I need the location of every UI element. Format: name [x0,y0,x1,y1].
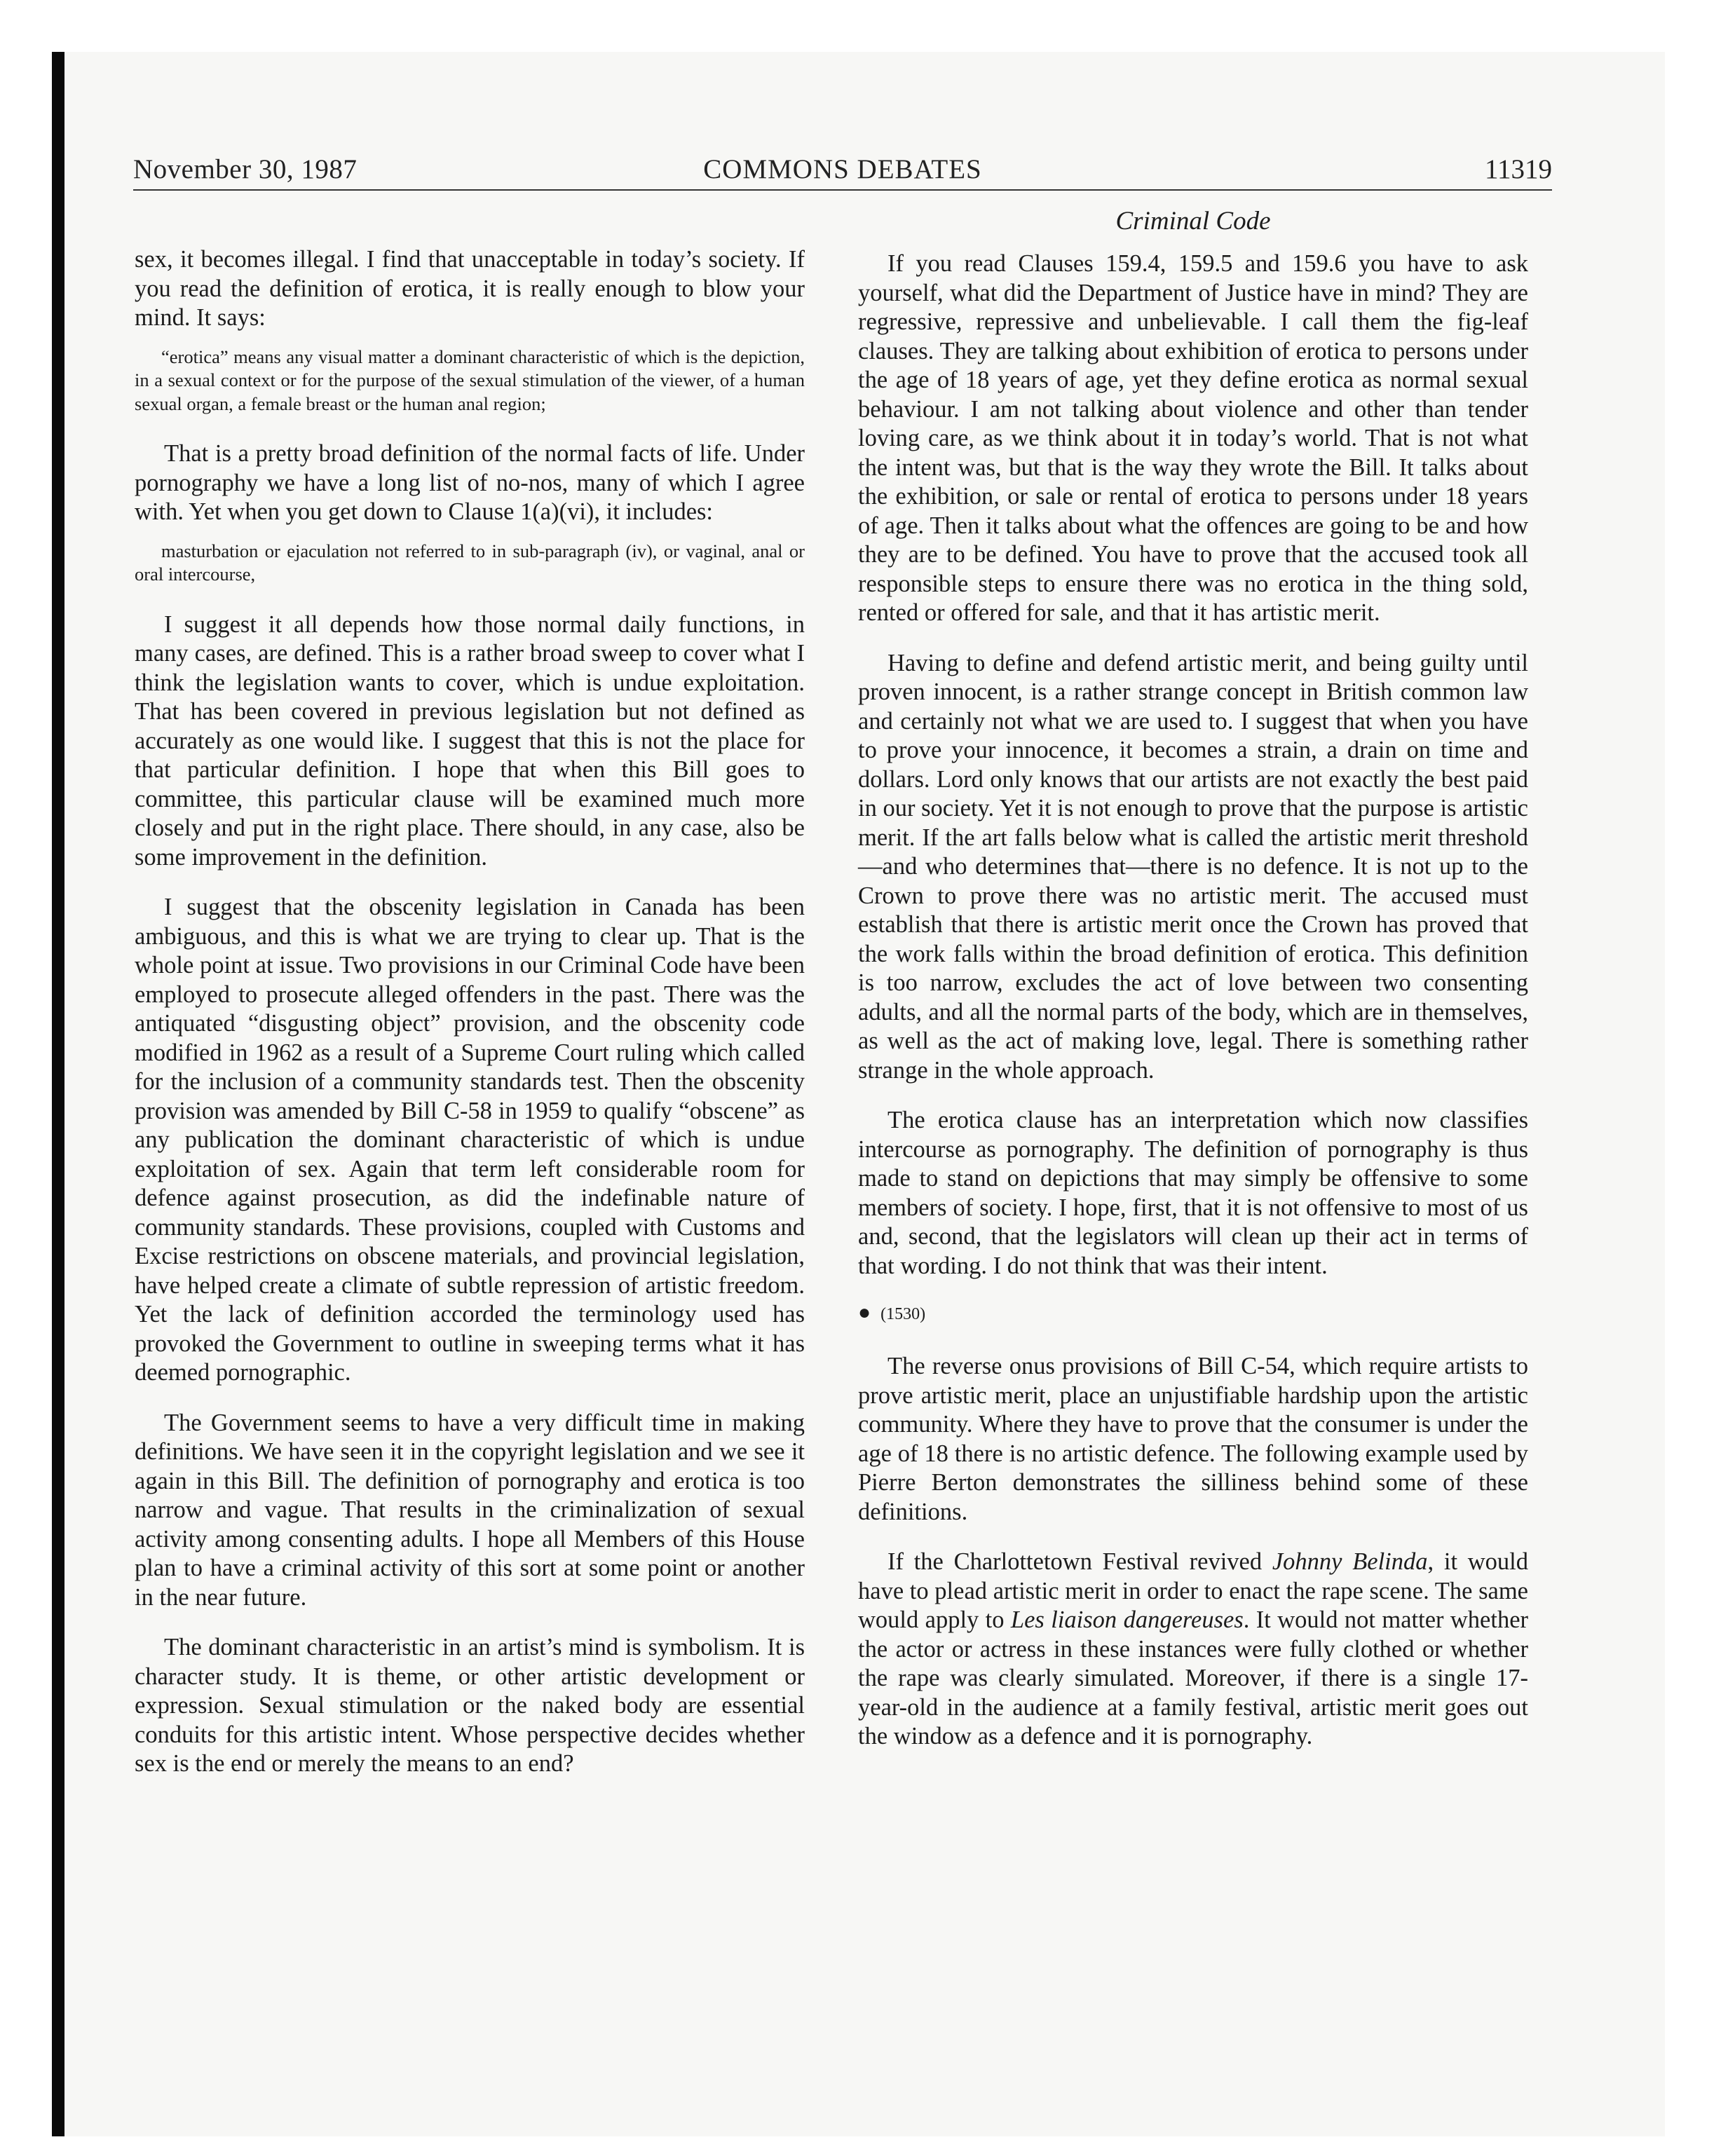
paragraph: That is a pretty broad definition of the normal facts of life. Under pornography we have a long list of no-nos, many of which I agree with. Yet when you get down to Clause 1(a)(vi), it includes: [135,440,805,525]
left-column [135,245,805,1800]
paragraph: The Government seems to have a very difficult time in making definitions. We have seen it in the copyright legislation and we see it again in this Bill. The definition of pornography and erotica is too narrow and vague. That results in the criminalization of sexual activity among consenting adults. I hope all Members of this House plan to have a criminal activity of this sort at some point or another in the near future. [135,1409,805,1611]
work-title: Les liaison dangereuses [1010,1606,1244,1633]
text-run: If the Charlottetown Festival revived [887,1548,1272,1575]
paragraph: The dominant characteristic in an artist’s mind is symbolism. It is character study. It is theme, or other artistic development or expression. Sexual stimulation or the naked body are essential conduits for this artistic intent. Whose perspective decides whether sex is the end or merely the means to an end? [135,1634,805,1777]
time-marker [858,1302,1528,1325]
paragraph: The reverse onus provisions of Bill C-54, which require artists to prove artistic merit, place an unjustifiable hardship upon the artistic community. Where they have to prove that the consumer is under the age of 18 there is no artistic defence. The following example used by Pierre Berton demonstrates the silliness behind some of these definitions. [858,1353,1528,1525]
scan-edge-bar [52,52,64,2136]
text-run: , it would have to plead artistic merit in order to enact the rape scene. The same would apply to [858,1548,1529,1633]
paragraph: I suggest that the obscenity legislation in Canada has been ambiguous, and this is what we are trying to clear up. That is the whole point at issue. Two provisions in our Criminal Code have been employed to prosecute alleged offenders in the past. There was the antiquated “disgusting object” provision, and the obscenity code modified in 1962 as a result of a Supreme Court ruling which called for the inclusion of a community standards test. Then the obscenity provision was amended by Bill C-58 in 1959 to qualify “obscene” as any publication the dominant characteristic of which is undue exploitation of sex. Again that term left considerable room for defence against prosecution, as did the indefinable nature of community standards. These provisions, coupled with Customs and Excise restrictions on obscene materials, and provincial legislation, have helped create a climate of subtle repression of artistic freedom. Yet the lack of definition accorded the terminology used has provoked the Government to outline in sweeping terms what it has deemed pornographic. [135,894,805,1386]
paragraph: sex, it becomes illegal. I find that unacceptable in today’s society. If you read the definition of erotica, it is really enough to blow your mind. It says: [135,246,805,331]
running-header [133,153,1552,191]
paragraph: Having to define and defend artistic merit, and being guilty until proven innocent, is a rather strange concept in British common law and certainly not what we are used to. I suggest that when you have to prove your innocence, it becomes a strain, a drain on time and dollars. Lord only knows that our artists are not exactly the best paid in our society. Yet it is not enough to prove that the purpose is artistic merit. If the art falls below what is called the artistic merit threshold—and who determines that—there is no defence. It is not up to the Crown to prove there was no artistic merit. The accused must establish that there is artistic merit once the Crown has proved that the work falls within the broad definition of erotica. This definition is too narrow, excludes the act of love between two consenting adults, and all the normal parts of the body, which are in themselves, as well as the act of making love, legal. There is something rather strange in the whole approach. [858,649,1528,1084]
section-title: Criminal Code [1115,207,1271,236]
header-date: November 30, 1987 [133,154,358,184]
work-title: Johnny Belinda [1272,1548,1428,1575]
block-quote: masturbation or ejaculation not referred to in sub-paragraph (iv), or vaginal, anal or oral intercourse, [135,540,805,585]
header-page-number: 11319 [1484,154,1552,184]
block-quote: “erotica” means any visual matter a dominant characteristic of which is the depiction, in a sexual context or for the purpose of the sexual stimulation of the viewer, of a human sexual organ, a female breast or the human anal region; [135,346,805,414]
header-publication: COMMONS DEBATES [703,154,982,184]
paragraph: If you read Clauses 159.4, 159.5 and 159.6 you have to ask yourself, what did the Department of Justice have in mind? They are regressive, repressive and unbelievable. I call them the fig-leaf clauses. They are talking about exhibition of erotica to persons under the age of 18 years of age, yet they define erotica as normal sexual behaviour. I am not talking about violence and other than tender loving care, as we think about it in today’s world. That is not what the intent was, but that is the way they wrote the Bill. It talks about the exhibition, or sale or rental of erotica to persons under 18 years of age. Then it talks about what the offences are going to be and how they are to be defined. You have to prove that the accused took all responsible steps to ensure there was no erotica in the thing sold, rented or offered for sale, and that it has artistic merit. [858,250,1528,626]
bullet-icon: ● [858,1301,871,1324]
paragraph: I suggest it all depends how those normal daily functions, in many cases, are defined. This is a rather broad sweep to cover what I think the legislation wants to cover, which is undue exploitation. That has been covered in previous legislation but not defined as accurately as one would like. I suggest that this is not the place for that particular definition. I hope that when this Bill goes to committee, this particular clause will be examined much more closely and put in the right place. There should, in any case, also be some improvement in the definition. [135,610,805,871]
right-column [858,206,1528,1773]
paragraph [858,1548,1528,1752]
text-run: . It would not matter whether the actor or actress in these instances were fully clothed or whether the rape was clearly simulated. Moreover, if there is a single 17-year-old in the audience at a family festival, artistic merit goes out the window as a defence and it is pornography. [858,1606,1529,1749]
time-stamp: (1530) [880,1305,926,1323]
paragraph: The erotica clause has an interpretation which now classifies intercourse as pornography. The definition of pornography is thus made to stand on depictions that may simply be offensive to some members of society. I hope, first, that it is not offensive to most of us and, second, that the legislators will clean up their act in terms of that wording. I do not think that was their intent. [858,1107,1528,1279]
